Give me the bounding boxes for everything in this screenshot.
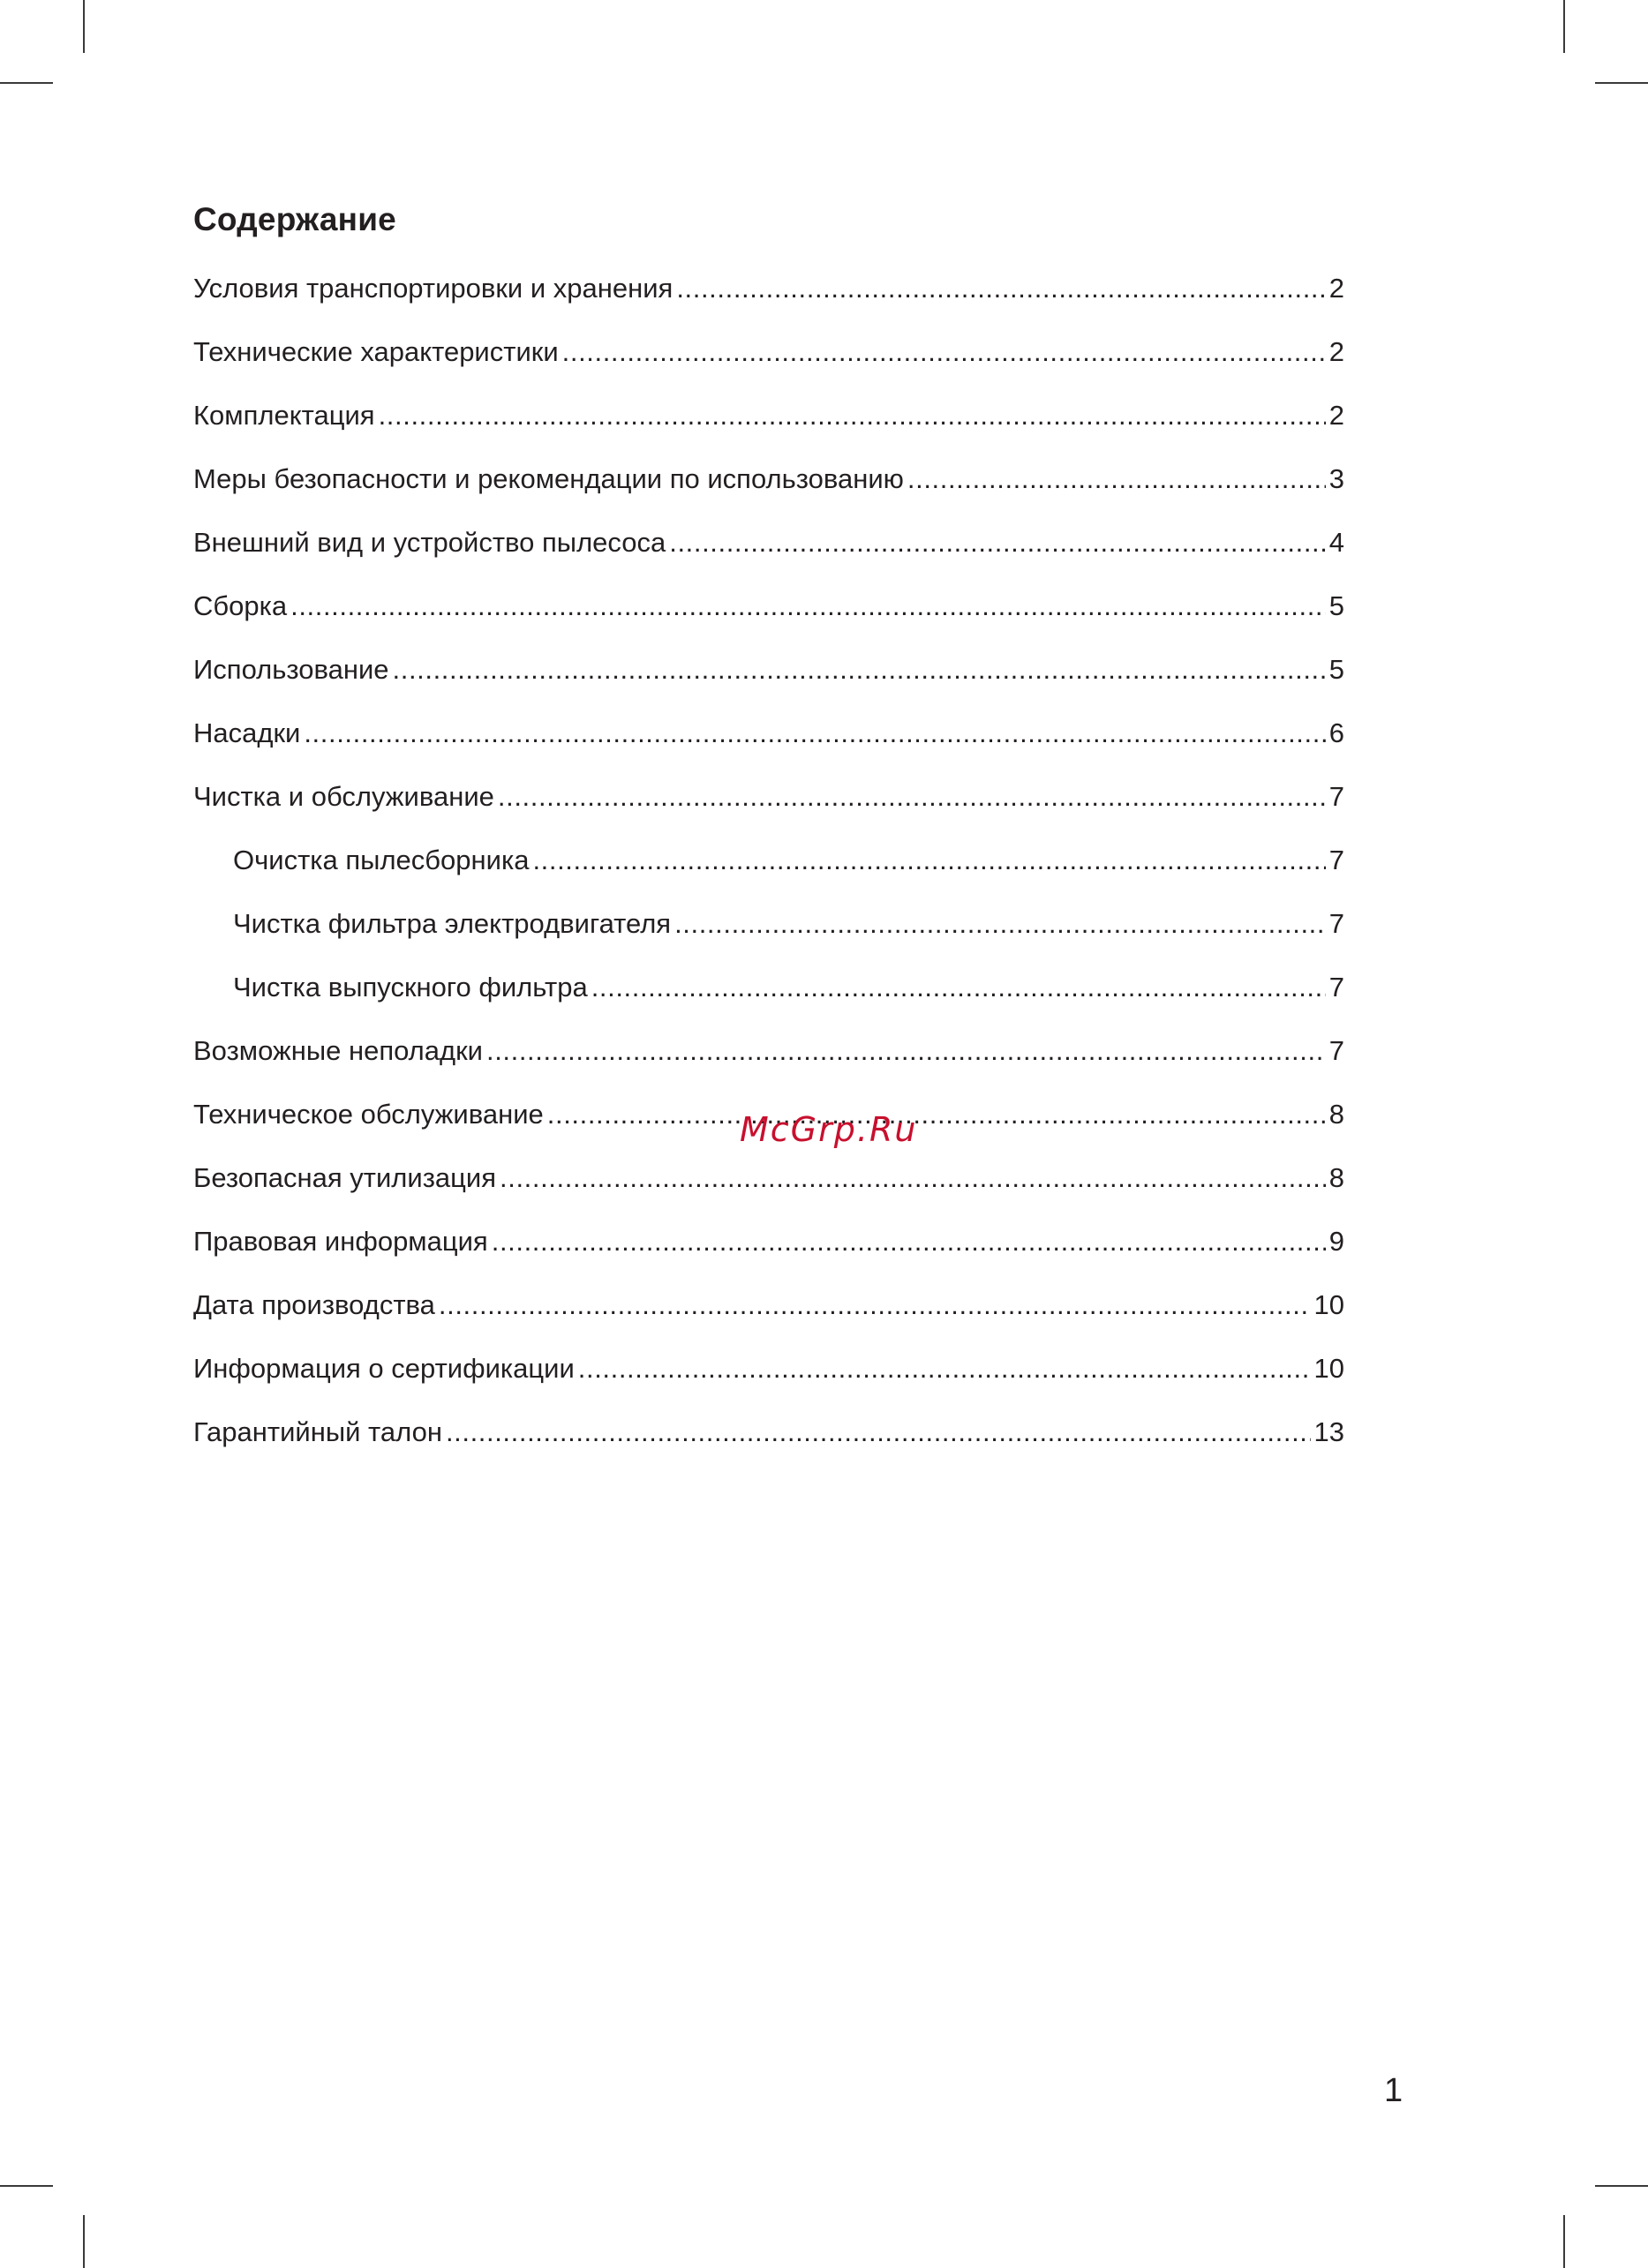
crop-mark-bottom-left-vertical [83,2215,85,2268]
toc-entry[interactable] [193,711,1344,775]
page-title: Содержание [193,201,396,237]
toc-dot-leader [591,965,1326,1010]
toc-entry-label: Чистка фильтра электродвигателя [233,908,672,939]
toc-dot-leader [439,1283,1311,1327]
toc-entry[interactable] [193,902,1344,965]
toc-entry-label: Использование [193,654,389,685]
toc-entry-page: 2 [1328,273,1344,304]
toc-entry-page: 13 [1313,1416,1344,1447]
toc-entry[interactable] [193,1156,1344,1220]
toc-entry-label: Гарантийный талон [193,1416,442,1447]
toc-entry-page: 10 [1313,1289,1344,1320]
toc-entry-label: Правовая информация [193,1226,488,1257]
toc-entry-page: 3 [1328,463,1344,494]
toc-entry-label: Меры безопасности и рекомендации по использованию [193,463,904,494]
table-of-contents [193,267,1344,1474]
toc-entry-label: Безопасная утилизация [193,1162,497,1193]
toc-entry-label: Сборка [193,590,288,621]
toc-entry-label: Дата производства [193,1289,435,1320]
toc-dot-leader [578,1347,1311,1391]
toc-entry-page: 7 [1328,781,1344,812]
toc-entry[interactable] [193,394,1344,457]
toc-dot-leader [547,1093,1326,1137]
toc-entry[interactable] [193,775,1344,838]
toc-entry[interactable] [193,521,1344,584]
toc-entry[interactable] [193,1283,1344,1347]
toc-entry-label: Комплектация [193,400,375,431]
watermark: McGrp.Ru [740,1110,918,1149]
toc-dot-leader [379,394,1326,438]
toc-entry[interactable] [193,584,1344,648]
toc-entry-page: 9 [1328,1226,1344,1257]
toc-entry[interactable] [193,1347,1344,1410]
toc-entry-page: 5 [1328,654,1344,685]
crop-mark-bottom-left-horizontal [0,2185,53,2187]
page-number: 1 [1384,2072,1403,2109]
toc-dot-leader [393,648,1326,692]
toc-entry[interactable] [193,838,1344,902]
toc-entry-page: 7 [1328,1035,1344,1066]
toc-entry[interactable] [193,1029,1344,1093]
toc-entry-label: Информация о сертификации [193,1353,575,1384]
crop-mark-top-right-horizontal [1595,82,1648,84]
toc-entry[interactable] [193,1410,1344,1474]
toc-dot-leader [290,584,1326,628]
toc-entry-label: Техническое обслуживание [193,1099,544,1130]
toc-entry-page: 7 [1328,908,1344,939]
toc-dot-leader [486,1029,1326,1073]
toc-entry[interactable] [193,965,1344,1029]
toc-dot-leader [669,521,1326,565]
toc-dot-leader [907,457,1326,501]
toc-dot-leader [676,267,1325,311]
toc-entry-label: Условия транспортировки и хранения [193,273,673,304]
toc-entry-page: 2 [1328,400,1344,431]
crop-mark-top-right-vertical [1563,0,1565,53]
toc-entry[interactable] [193,1220,1344,1283]
crop-mark-bottom-right-vertical [1563,2215,1565,2268]
toc-dot-leader [498,775,1326,819]
toc-dot-leader [500,1156,1326,1200]
toc-entry-label: Чистка и обслуживание [193,781,494,812]
toc-entry-label: Технические характеристики [193,336,559,367]
toc-dot-leader [492,1220,1326,1264]
toc-entry-page: 4 [1328,527,1344,558]
toc-entry[interactable] [193,330,1344,394]
toc-entry[interactable] [193,648,1344,711]
toc-entry-page: 8 [1328,1162,1344,1193]
toc-entry-page: 2 [1328,336,1344,367]
toc-entry-label: Возможные неполадки [193,1035,483,1066]
toc-dot-leader [446,1410,1311,1454]
crop-mark-bottom-right-horizontal [1595,2185,1648,2187]
toc-entry[interactable] [193,267,1344,330]
toc-entry-page: 5 [1328,590,1344,621]
toc-dot-leader [532,838,1325,882]
crop-mark-top-left-horizontal [0,82,53,84]
toc-entry-page: 8 [1328,1099,1344,1130]
toc-entry-page: 10 [1313,1353,1344,1384]
toc-entry-page: 6 [1328,717,1344,748]
toc-dot-leader [674,902,1326,946]
toc-entry-label: Очистка пылесборника [233,845,530,875]
toc-entry-label: Чистка выпускного фильтра [233,972,588,1003]
toc-dot-leader [304,711,1325,755]
crop-mark-top-left-vertical [83,0,85,53]
toc-entry-page: 7 [1328,845,1344,875]
toc-entry-label: Насадки [193,717,301,748]
toc-entry[interactable] [193,457,1344,521]
toc-entry-label: Внешний вид и устройство пылесоса [193,527,666,558]
toc-entry-page: 7 [1328,972,1344,1003]
toc-dot-leader [562,330,1326,374]
